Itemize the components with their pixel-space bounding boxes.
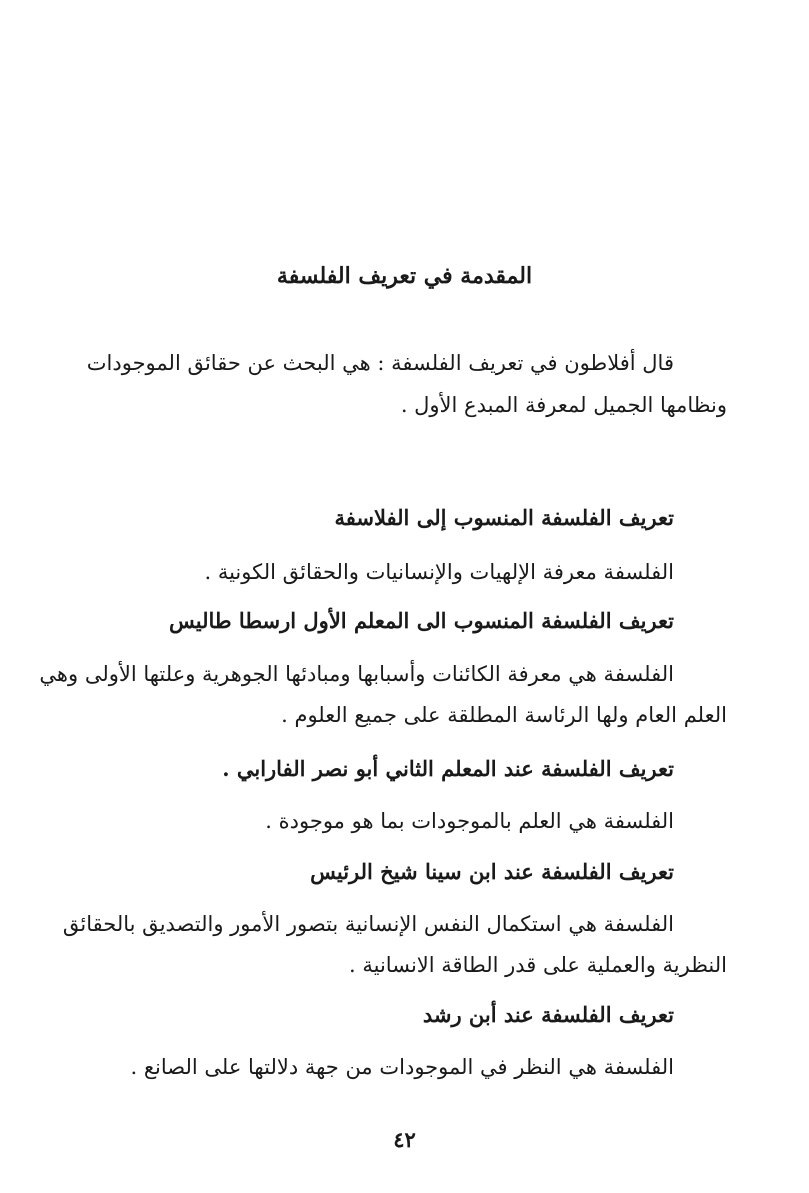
section-body-farabi: الفلسفة هي العلم بالموجودات بما هو موجودة . <box>265 809 674 833</box>
section-heading-ibn-rushd: تعريف الفلسفة عند أبن رشد <box>422 1002 674 1027</box>
section-heading-philosophers: تعريف الفلسفة المنسوب إلى الفلاسفة <box>334 505 674 530</box>
section-body-ibn-rushd: الفلسفة هي النظر في الموجودات من جهة دلالتها على الصانع . <box>130 1055 674 1079</box>
section-body-ibn-sina-line-2: النظرية والعملية على قدر الطاقة الانسانية . <box>349 953 727 977</box>
chapter-title: المقدمة في تعريف الفلسفة <box>276 263 533 289</box>
section-heading-farabi: تعريف الفلسفة عند المعلم الثاني أبو نصر الفارابي . <box>222 756 674 781</box>
section-body-aristotle-line-1: الفلسفة هي معرفة الكائنات وأسبابها ومبادئها الجوهرية وعلتها الأولى وهي <box>39 662 674 686</box>
section-body-philosophers: الفلسفة معرفة الإلهيات والإنسانيات والحقائق الكونية . <box>204 560 674 584</box>
section-heading-ibn-sina: تعريف الفلسفة عند ابن سينا شيخ الرئيس <box>310 859 674 884</box>
section-body-aristotle-line-2: العلم العام ولها الرئاسة المطلقة على جميع العلوم . <box>281 703 727 727</box>
section-body-ibn-sina-line-1: الفلسفة هي استكمال النفس الإنسانية بتصور الأمور والتصديق بالحقائق <box>62 912 674 936</box>
intro-line-2: ونظامها الجميل لمعرفة المبدع الأول . <box>400 393 727 417</box>
intro-line-1: قال أفلاطون في تعريف الفلسفة : هي البحث عن حقائق الموجودات <box>86 351 674 375</box>
page-number: ٤٢ <box>393 1127 416 1152</box>
section-heading-aristotle: تعريف الفلسفة المنسوب الى المعلم الأول ارسطا طاليس <box>168 608 674 633</box>
